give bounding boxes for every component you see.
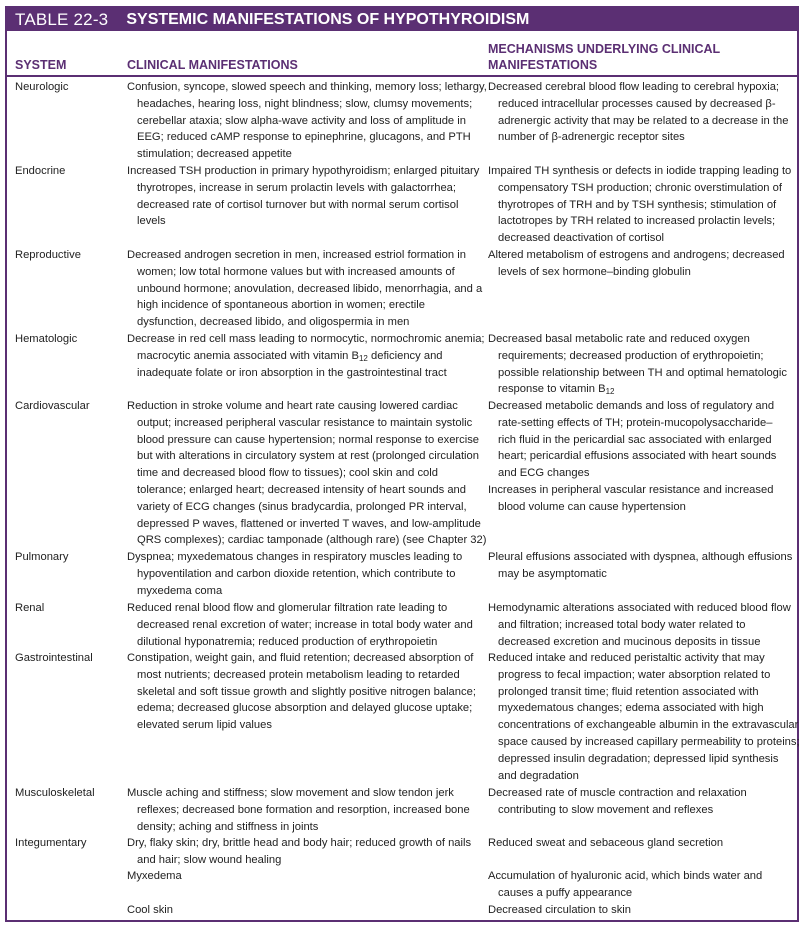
mechanisms-cell: Accumulation of hyaluronic acid, which binds water and causes a puffy appearance (488, 870, 763, 899)
system-cell: Integumentary (15, 837, 87, 849)
mechanisms-cell: Reduced sweat and sebaceous gland secretion (488, 837, 724, 849)
table-frame (5, 6, 799, 922)
clinical-text-cont: deficiency and inadequate folate or iron absorption in the gastrointestinal tract (137, 349, 447, 379)
system-cell: Gastrointestinal (15, 652, 93, 664)
mechanisms-cell: Decreased circulation to skin (488, 904, 632, 916)
mechanisms-cell: Hemodynamic alterations associated with reduced blood flow and filtration; increased total body water related to decreased excretion and mucinous deposits in tissue (488, 602, 791, 648)
mechanisms-cell: Reduced intake and reduced peristaltic activity that may progress to fecal impaction; water absorption related to prolonged transit time; fluid retention associated with myxedematous changes; edema associated with high concentrations of exchangeable albumin in the extravascular space caused by increased capillary permeability to proteins; depressed insulin degradation; depressed lipid synthesis and degradation (488, 652, 800, 782)
mechanisms-paragraph: Increases in peripheral vascular resistance and increased blood volume can cause hypertension (488, 483, 774, 513)
system-cell: Neurologic (15, 81, 69, 93)
mechanisms-cell (488, 331, 800, 398)
subscript: 12 (605, 387, 615, 397)
mechanisms-cell: Altered metabolism of estrogens and androgens; decreased levels of sex hormone–binding globulin (488, 249, 785, 278)
clinical-cell: Increased TSH production in primary hypothyroidism; enlarged pituitary thyrotropes, increase in serum prolactin levels with galactorrhea; decreased rate of cortisol turnover but with normal serum cortisol levels (127, 165, 480, 228)
mechanisms-cell: Impaired TH synthesis or defects in iodide trapping leading to compensatory TSH production; chronic overstimulation of thyrotropes of TRH and by TSH synthesis; stimulation of lactotropes by TRH related to increased prolactin levels; decreased deactivation of cortisol (488, 165, 792, 245)
mechanisms-text: Decreased basal metabolic rate and reduced oxygen requirements; decreased production of erythropoietin; possible relationship between TH and optimal hematologic response to vitamin B (488, 333, 787, 396)
system-cell: Cardiovascular (15, 400, 90, 412)
column-header-mechanisms (488, 41, 788, 73)
system-cell: Musculoskeletal (15, 787, 95, 799)
clinical-cell: Cool skin (127, 904, 174, 916)
table-title: SYSTEMIC MANIFESTATIONS OF HYPOTHYROIDISM (126, 10, 530, 28)
clinical-cell: Confusion, syncope, slowed speech and thinking, memory loss; lethargy, headaches, hearing loss, night blindness; slow, clumsy movements; cerebellar ataxia; slow alpha-wave activity and loss of amplitude in EEG; reduced cAMP response to epinephrine, glucagons, and PTH stimulation; decreased appetite (127, 81, 487, 161)
clinical-cell: Decreased androgen secretion in men, increased estriol formation in women; low total hormone values but with increased amounts of unbound hormone; anovulation, decreased libido, menorrhagia, and a high incidence of spontaneous abortion in women; erectile dysfunction, decreased libido, and oligospermia in men (127, 249, 483, 329)
column-header-mechanisms-line1: MECHANISMS UNDERLYING CLINICAL (488, 42, 721, 56)
clinical-cell: Dyspnea; myxedematous changes in respiratory muscles leading to hypoventilation and carbon dioxide retention, which contribute to myxedema coma (127, 551, 463, 597)
mechanisms-paragraph: Decreased metabolic demands and loss of regulatory and rate-setting effects of TH; protein-mucopolysaccharide–rich fluid in the pericardial sac associated with enlarged heart; pericardial effusions associated with heart sounds and ECG changes (488, 400, 777, 480)
column-header-row (7, 31, 797, 77)
system-cell: Renal (15, 602, 45, 614)
mechanisms-cell: Decreased cerebral blood flow leading to cerebral hypoxia; reduced intracellular processes caused by decreased β-adrenergic activity that may be related to a decrease in the number of β-adrenergic receptor sites (488, 81, 789, 144)
clinical-cell (127, 331, 487, 381)
clinical-cell: Constipation, weight gain, and fluid retention; decreased absorption of most nutrients; decreased protein metabolism leading to retarded skeletal and soft tissue growth and slightly positive nitrogen balance; edema; decreased glucose absorption and delayed glucose uptake; elevated serum lipid values (127, 652, 476, 732)
column-header-clinical: CLINICAL MANIFESTATIONS (127, 58, 298, 72)
mechanisms-cell: Pleural effusions associated with dyspnea, although effusions may be asymptomatic (488, 551, 793, 580)
clinical-cell: Reduced renal blood flow and glomerular filtration rate leading to decreased renal excretion of water; increase in total body water and dilutional hyponatremia; reduced production of erythropoietin (127, 602, 473, 648)
system-cell: Reproductive (15, 249, 81, 261)
clinical-text: Decrease in red cell mass leading to normocytic, normochromic anemia; macrocytic anemia associated with vitamin B (127, 333, 485, 362)
system-cell: Hematologic (15, 333, 78, 345)
column-header-mechanisms-line2: MANIFESTATIONS (488, 58, 598, 72)
mechanisms-cell (488, 398, 790, 516)
subscript: 12 (358, 353, 368, 363)
clinical-cell: Dry, flaky skin; dry, brittle head and body hair; reduced growth of nails and hair; slow wound healing (127, 837, 472, 866)
mechanisms-cell: Decreased rate of muscle contraction and relaxation contributing to slow movement and reflexes (488, 787, 747, 816)
table-title-bar (7, 8, 797, 31)
clinical-cell: Reduction in stroke volume and heart rate causing lowered cardiac output; increased peripheral vascular resistance to maintain systolic blood pressure can cause hypertension; normal response to exercise but with alterations in circulatory system at rest (prolonged circulation time and decreased blood flow to tissues); cool skin and cold tolerance; enlarged heart; decreased intensity of heart sounds and variety of ECG changes (sinus bradycardia, prolonged PR interval, depressed P waves, flattened or inverted T waves, and low-amplitude QRS complexes); cardiac tamponade (although rare) (see Chapter 32) (127, 400, 487, 547)
system-cell: Pulmonary (15, 551, 69, 563)
clinical-cell: Muscle aching and stiffness; slow movement and slow tendon jerk reflexes; decreased bone formation and resorption, increased bone density; aching and stiffness in joints (127, 787, 470, 833)
column-header-system: SYSTEM (15, 58, 67, 72)
system-cell: Endocrine (15, 165, 66, 177)
clinical-cell: Myxedema (127, 870, 182, 882)
table-number: TABLE 22-3 (15, 9, 109, 29)
